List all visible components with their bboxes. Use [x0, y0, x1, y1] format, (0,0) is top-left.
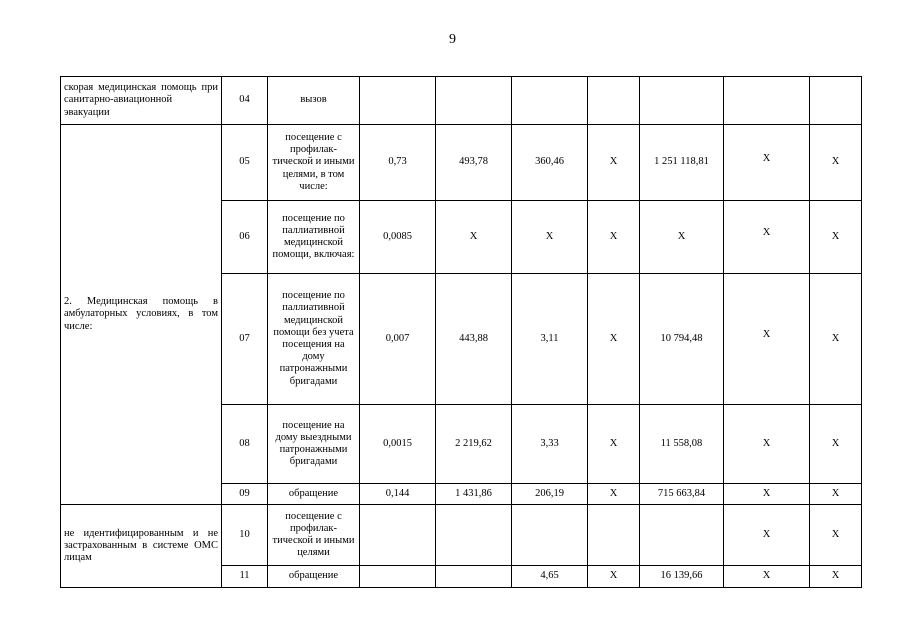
value-cell: X — [810, 274, 862, 405]
value-cell: 206,19 — [512, 484, 588, 505]
value-cell — [640, 77, 724, 125]
value-cell: X — [588, 274, 640, 405]
value-cell — [512, 77, 588, 125]
value-cell: X — [724, 201, 810, 274]
value-cell: X — [810, 125, 862, 201]
data-table — [60, 76, 862, 588]
unit-cell: обращение — [268, 566, 360, 588]
value-cell: X — [810, 505, 862, 566]
value-cell: 0,007 — [360, 274, 436, 405]
row-code-cell: 07 — [222, 274, 268, 405]
value-cell: 16 139,66 — [640, 566, 724, 588]
row-name-cell: скорая медицинская помощь при санитарно-авиационной эвакуации — [61, 77, 222, 125]
value-cell: X — [810, 566, 862, 588]
table-row — [61, 505, 862, 566]
value-cell: X — [724, 405, 810, 484]
row-code-cell: 10 — [222, 505, 268, 566]
value-cell: X — [436, 201, 512, 274]
value-cell: 443,88 — [436, 274, 512, 405]
value-cell: X — [810, 405, 862, 484]
value-cell: X — [588, 405, 640, 484]
value-cell: 3,33 — [512, 405, 588, 484]
value-cell — [360, 566, 436, 588]
value-cell: 2 219,62 — [436, 405, 512, 484]
value-cell: X — [640, 201, 724, 274]
row-code-cell: 11 — [222, 566, 268, 588]
value-cell: 0,73 — [360, 125, 436, 201]
unit-cell: посещение на дому выездными патронажными бригадами — [268, 405, 360, 484]
value-cell: X — [810, 484, 862, 505]
unit-cell: посещение по паллиативной медицинской помощи без учета посещения на дому патронажными бригадами — [268, 274, 360, 405]
table-row — [61, 125, 862, 201]
value-cell — [724, 77, 810, 125]
value-cell: 360,46 — [512, 125, 588, 201]
value-cell — [436, 566, 512, 588]
value-cell: X — [512, 201, 588, 274]
row-code-cell: 06 — [222, 201, 268, 274]
value-cell: 715 663,84 — [640, 484, 724, 505]
value-cell: 4,65 — [512, 566, 588, 588]
value-cell: 1 251 118,81 — [640, 125, 724, 201]
value-cell — [810, 77, 862, 125]
value-cell: X — [588, 566, 640, 588]
row-group-name-cell: 2. Медицинская помощь в амбулаторных условиях, в том числе: — [61, 125, 222, 505]
row-code-cell: 08 — [222, 405, 268, 484]
value-cell: X — [724, 274, 810, 405]
value-cell: 0,0015 — [360, 405, 436, 484]
unit-cell: посещение с профилак-тической и иными целями — [268, 505, 360, 566]
table-row — [61, 77, 862, 125]
value-cell: X — [724, 505, 810, 566]
value-cell: 0,0085 — [360, 201, 436, 274]
value-cell — [360, 77, 436, 125]
value-cell: 1 431,86 — [436, 484, 512, 505]
value-cell — [512, 505, 588, 566]
value-cell — [640, 505, 724, 566]
value-cell: X — [588, 484, 640, 505]
value-cell: 10 794,48 — [640, 274, 724, 405]
value-cell: 493,78 — [436, 125, 512, 201]
value-cell — [436, 505, 512, 566]
value-cell: 11 558,08 — [640, 405, 724, 484]
value-cell — [436, 77, 512, 125]
value-cell: 3,11 — [512, 274, 588, 405]
unit-cell: вызов — [268, 77, 360, 125]
value-cell: X — [810, 201, 862, 274]
value-cell: X — [588, 125, 640, 201]
unit-cell: посещение по паллиативной медицинской помощи, включая: — [268, 201, 360, 274]
row-code-cell: 05 — [222, 125, 268, 201]
value-cell: X — [724, 566, 810, 588]
unit-cell: посещение с профилак-тической и иными целями, в том числе: — [268, 125, 360, 201]
row-group-name-cell: не идентифицированным и не застрахованным в системе ОМС лицам — [61, 505, 222, 588]
value-cell: X — [588, 201, 640, 274]
value-cell — [360, 505, 436, 566]
value-cell: X — [724, 484, 810, 505]
value-cell — [588, 505, 640, 566]
row-code-cell: 04 — [222, 77, 268, 125]
value-cell: X — [724, 125, 810, 201]
row-code-cell: 09 — [222, 484, 268, 505]
unit-cell: обращение — [268, 484, 360, 505]
value-cell — [588, 77, 640, 125]
page-number: 9 — [449, 32, 456, 47]
value-cell: 0,144 — [360, 484, 436, 505]
